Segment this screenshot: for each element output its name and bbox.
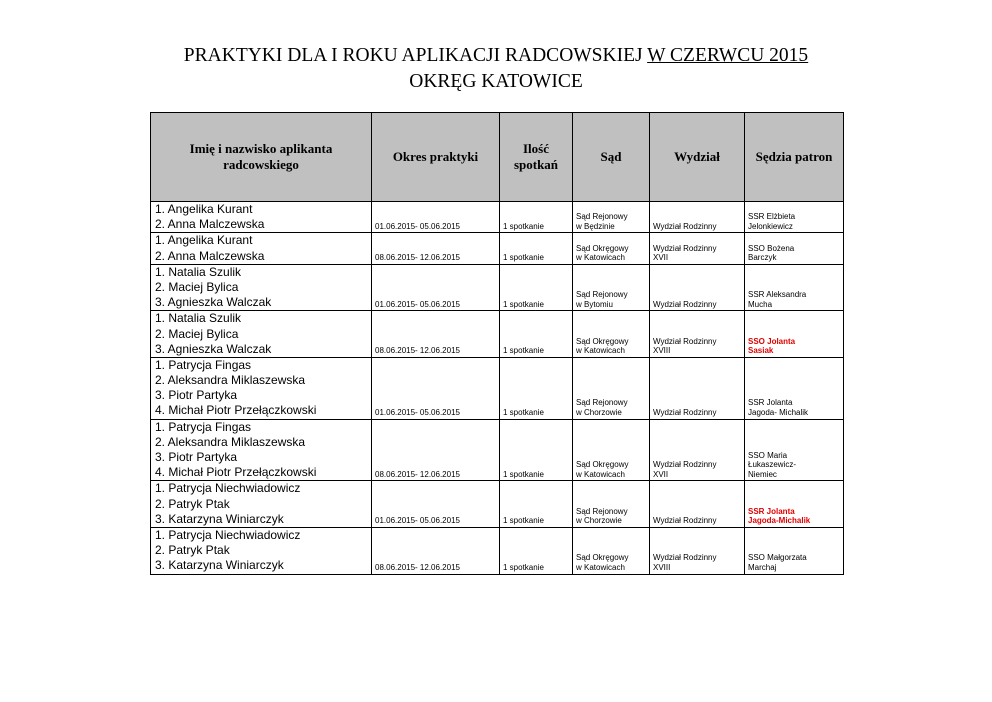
cell-meetings: 1 spotkanie [500, 202, 573, 233]
table-row [151, 264, 844, 311]
table-row [151, 202, 844, 233]
court-line: Sąd Okręgowy [576, 243, 629, 253]
header-judge: Sędzia patron [745, 113, 844, 202]
table-row [151, 481, 844, 528]
cell-names [151, 419, 372, 481]
names-line: 3. Katarzyna Winiarczyk [155, 511, 284, 526]
names-line: 1. Patrycja Niechwiadowicz [155, 481, 301, 496]
document-title [0, 44, 992, 68]
cell-meetings: 1 spotkanie [500, 233, 573, 264]
title-text: PRAKTYKI DLA I ROKU APLIKACJI RADCOWSKIEJ [183, 45, 648, 66]
names-line: 1. Angelika Kurant [155, 202, 253, 216]
court-line: Sąd Okręgowy [576, 460, 629, 470]
title-date-underlined: W CZERWCU 2015 [647, 45, 809, 66]
cell-court [573, 419, 650, 481]
cell-meetings: 1 spotkanie [500, 481, 573, 528]
names-line: 2. Anna Malczewska [155, 248, 265, 263]
cell-judge [745, 311, 844, 358]
table-row [151, 311, 844, 358]
court-line: w Katowicach [576, 253, 625, 263]
cell-department [650, 202, 745, 233]
cell-period: 08.06.2015- 12.06.2015 [372, 233, 500, 264]
court-line: w Katowicach [576, 562, 625, 572]
header-meetings-line2: spotkań [513, 157, 559, 172]
cell-court [573, 527, 650, 574]
department-line: Wydział Rodzinny [653, 460, 717, 470]
cell-judge [745, 357, 844, 419]
judge-line: SSO Maria [748, 450, 788, 460]
cell-meetings: 1 spotkanie [500, 527, 573, 574]
document-subtitle: OKRĘG KATOWICE [409, 71, 583, 92]
court-line: w Katowicach [576, 346, 625, 356]
cell-names [151, 202, 372, 233]
cell-court [573, 264, 650, 311]
judge-line: Jagoda-Michalik [748, 516, 811, 526]
cell-judge [745, 527, 844, 574]
header-department: Wydział [650, 113, 745, 202]
judge-line: Niemiec [748, 469, 777, 479]
names-line: 3. Piotr Partyka [155, 450, 238, 464]
cell-meetings: 1 spotkanie [500, 311, 573, 358]
cell-court [573, 481, 650, 528]
court-line: Sąd Rejonowy [576, 398, 628, 408]
cell-names [151, 233, 372, 264]
cell-names [151, 264, 372, 311]
cell-court [573, 202, 650, 233]
names-line: 4. Michał Piotr Przełączkowski [155, 403, 317, 418]
names-line: 2. Anna Malczewska [155, 217, 265, 232]
department-line: Wydział Rodzinny [653, 553, 717, 563]
header-court: Sąd [573, 113, 650, 202]
judge-line: SSO Bożena [748, 243, 795, 253]
names-line: 3. Katarzyna Winiarczyk [155, 558, 284, 573]
names-line: 2. Aleksandra Miklaszewska [155, 373, 306, 388]
names-line: 2. Patryk Ptak [155, 496, 230, 511]
judge-line: SSR Jolanta [748, 398, 793, 408]
names-line: 1. Patrycja Niechwiadowicz [155, 527, 301, 542]
department-line: XVII [653, 253, 669, 263]
cell-judge [745, 264, 844, 311]
cell-names [151, 311, 372, 358]
table-row [151, 527, 844, 574]
judge-line: SSR Jolanta [748, 506, 795, 516]
department-line: Wydział Rodzinny [653, 221, 717, 231]
judge-line: Marchaj [748, 562, 777, 572]
table-row [151, 419, 844, 481]
names-line: 2. Patryk Ptak [155, 543, 230, 558]
department-line: Wydział Rodzinny [653, 299, 717, 309]
department-line: Wydział Rodzinny [653, 408, 717, 418]
cell-period: 01.06.2015- 05.06.2015 [372, 264, 500, 311]
names-line: 2. Maciej Bylica [155, 326, 239, 341]
names-line: 3. Piotr Partyka [155, 388, 238, 403]
table-row [151, 357, 844, 419]
department-line: Wydział Rodzinny [653, 516, 717, 526]
table-row [151, 233, 844, 264]
cell-names [151, 481, 372, 528]
court-line: w Chorzowie [576, 408, 622, 418]
judge-line: Barczyk [748, 253, 777, 263]
cell-period: 01.06.2015- 05.06.2015 [372, 202, 500, 233]
cell-period: 08.06.2015- 12.06.2015 [372, 419, 500, 481]
cell-department [650, 233, 745, 264]
names-line: 3. Agnieszka Walczak [155, 341, 272, 356]
court-line: Sąd Rejonowy [576, 212, 628, 222]
cell-meetings: 1 spotkanie [500, 357, 573, 419]
schedule-table [150, 112, 844, 575]
cell-names [151, 357, 372, 419]
department-line: XVII [653, 469, 669, 479]
cell-names [151, 527, 372, 574]
header-period: Okres praktyki [372, 113, 500, 202]
cell-meetings: 1 spotkanie [500, 264, 573, 311]
names-line: 1. Natalia Szulik [155, 264, 242, 279]
cell-meetings: 1 spotkanie [500, 419, 573, 481]
department-line: Wydział Rodzinny [653, 336, 717, 346]
department-line: XVIII [653, 562, 671, 572]
judge-line: Mucha [748, 299, 773, 309]
judge-line: Jelonkiewicz [748, 221, 793, 231]
cell-period: 08.06.2015- 12.06.2015 [372, 527, 500, 574]
court-line: Sąd Rejonowy [576, 506, 628, 516]
names-line: 2. Maciej Bylica [155, 279, 239, 294]
judge-line: SSO Małgorzata [748, 553, 807, 563]
court-line: Sąd Okręgowy [576, 553, 629, 563]
court-line: w Bytomiu [576, 299, 613, 309]
cell-department [650, 264, 745, 311]
names-line: 4. Michał Piotr Przełączkowski [155, 465, 317, 480]
court-line: w Chorzowie [576, 516, 622, 526]
cell-period: 08.06.2015- 12.06.2015 [372, 311, 500, 358]
court-line: w Katowicach [576, 469, 625, 479]
cell-court [573, 233, 650, 264]
header-names [151, 113, 372, 202]
names-line: 3. Agnieszka Walczak [155, 295, 272, 310]
cell-court [573, 311, 650, 358]
cell-department [650, 419, 745, 481]
names-line: 1. Angelika Kurant [155, 233, 253, 248]
cell-department [650, 527, 745, 574]
cell-court [573, 357, 650, 419]
department-line: Wydział Rodzinny [653, 243, 717, 253]
judge-line: Łukaszewicz- [748, 460, 797, 470]
header-meetings-line1: Ilość [523, 141, 549, 156]
cell-department [650, 481, 745, 528]
cell-department [650, 357, 745, 419]
judge-line: Sasiak [748, 346, 774, 356]
department-line: XVIII [653, 346, 671, 356]
cell-department [650, 311, 745, 358]
judge-line: SSR Elżbieta [748, 212, 796, 222]
court-line: w Będzinie [576, 221, 615, 231]
names-line: 1. Patrycja Fingas [155, 357, 252, 372]
header-meetings [500, 113, 573, 202]
header-row [151, 113, 844, 202]
header-names-line2: radcowskiego [223, 157, 299, 172]
cell-judge [745, 481, 844, 528]
cell-judge [745, 419, 844, 481]
judge-line: SSR Aleksandra [748, 290, 807, 300]
court-line: Sąd Okręgowy [576, 336, 629, 346]
cell-period: 01.06.2015- 05.06.2015 [372, 481, 500, 528]
cell-period: 01.06.2015- 05.06.2015 [372, 357, 500, 419]
header-names-line1: Imię i nazwisko aplikanta [189, 141, 333, 156]
cell-judge [745, 233, 844, 264]
judge-line: Jagoda- Michalik [748, 408, 809, 418]
judge-line: SSO Jolanta [748, 336, 796, 346]
names-line: 2. Aleksandra Miklaszewska [155, 434, 306, 449]
cell-judge [745, 202, 844, 233]
court-line: Sąd Rejonowy [576, 290, 628, 300]
names-line: 1. Natalia Szulik [155, 311, 242, 326]
names-line: 1. Patrycja Fingas [155, 419, 252, 434]
